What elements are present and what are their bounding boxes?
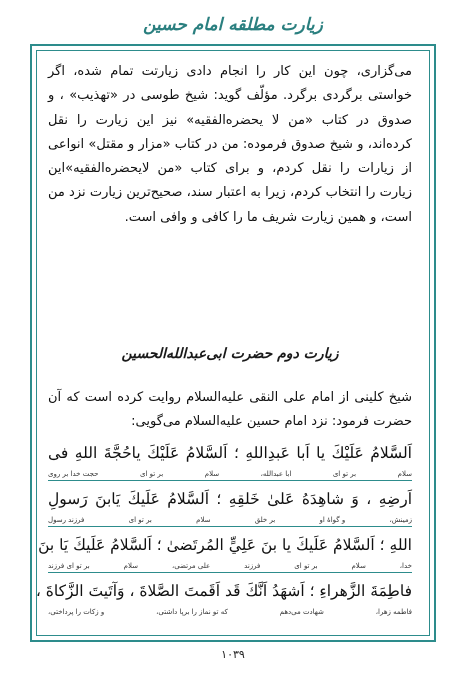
gloss-line-4 [48,606,412,618]
gloss-word: فاطمه زهرا، [375,608,412,616]
gloss-word: که تو نماز را برپا داشتی، [156,608,228,616]
page-header-title: زیارت مطلقه امام حسین [143,15,323,35]
body-paragraph-1: می‌گزاری، چون این کار را انجام دادی زیارتت تمام شده، اگر خواستی برگردی برگرد. مؤلّف گوید: شیخ طوسی در «تهذیب» ، و صدوق در کتاب «من لا یحضره‌الفقیه» نیز این زیارت را نقل کرده‌اند، و شیخ صدوق فرموده: من در کتاب «مزار و مقتل» انواعی از زیارات را نقل کردم، و برای کتاب «من لایحضره‌الفقیه»این زیارت را انتخاب کردم، زیرا به اعتبار سند، صحیح‌ترین زیارت نزد من است، و همین زیارت شریف ما را کافی و وافی است. [48,64,412,225]
gloss-word: علی مرتضی، [171,562,211,570]
body-paragraph-2: شیخ کلینی از امام علی النقی عليه‌السلام روایت کرده است که آن حضرت فرمود: نزد امام حسین عليه‌السلام می‌گویی: [48,390,412,430]
gloss-word: شهادت می‌دهم [279,608,324,616]
page-frame [30,44,436,642]
arabic-text-line-4: فاطِمَةَ الزَّهراءِ ؛ اَشهَدُ اَنَّكَ قَد اَقَمتَ الصَّلاةَ ، وَآتَيتَ الزَّكاةَ ، [35,582,412,600]
gloss-word: ابا عبدالله، [260,470,292,478]
gloss-word: خدا، [399,562,412,570]
gloss-word: حجت خدا بر روی [48,470,99,478]
section-heading: زیارت دوم حضرت ابی‌عبدالله‌الحسین [121,346,339,362]
gloss-word: فرزند رسول [48,516,85,524]
gloss-word: زمینش، [389,516,412,524]
gloss-word: سلام [196,516,211,524]
gloss-word: و زکات را پرداختی، [48,608,105,616]
gloss-line-2 [48,514,412,527]
arabic-text-line-3: اللهِ ؛ اَلسَّلامُ عَلَيكَ يا بنَ عَلِيٍّ المُرتَضىٰ ؛ اَلسَّلامُ عَلَيكَ يَا بنَ [38,536,412,554]
gloss-word: سلام [397,470,412,478]
gloss-word: بر تو ای [139,470,164,478]
gloss-word: فرزند [244,562,261,570]
gloss-word: سلام [123,562,139,570]
arabic-text-line-1: اَلسَّلامُ عَلَيْكَ يا اَبا عَبدِاللهِ ؛ اَلسَّلامُ عَلَيْكَ ياحُجَّةَ اللهِ فى [48,444,412,462]
gloss-word: سلام [351,562,366,570]
gloss-line-1 [48,468,412,481]
gloss-word: بر تو ای [332,470,357,478]
page-number: ۱۰۳۹ [221,648,245,661]
gloss-word: بر خلق [254,516,276,524]
gloss-word: و گواهٔ او [319,516,346,524]
gloss-word: بر تو ای [128,516,152,524]
gloss-word: سلام [204,470,220,478]
gloss-word: بر تو ای [294,562,318,570]
arabic-text-line-2: اَرضِهِ ، وَ شاهِدَهُ عَلىٰ خَلقِهِ ؛ اَلسَّلامُ عَلَيكَ يَابنَ رَسولِ [48,490,412,508]
gloss-line-3 [48,560,412,573]
gloss-word: بر تو ای فرزند [48,562,90,570]
